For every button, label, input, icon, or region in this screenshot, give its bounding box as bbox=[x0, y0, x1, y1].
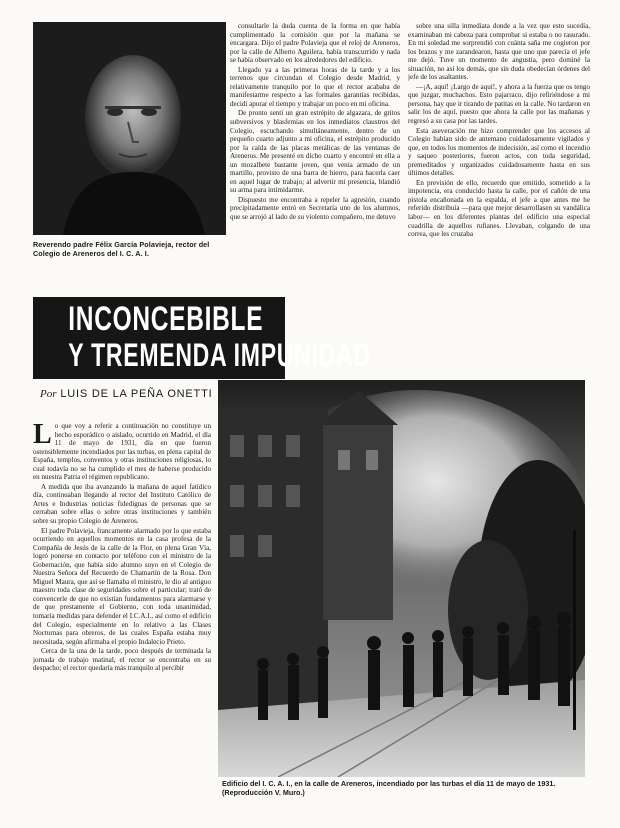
headline-line-2: Y TREMENDA IMPUNIDAD bbox=[68, 337, 371, 373]
photo-caption: Edificio del I. C. A. I., en la calle de Areneros, incendiado por las turbas el día 11 de mayo de 1931. (Reproducción V. Muro.) bbox=[222, 779, 556, 797]
burning-building-photo bbox=[218, 380, 585, 777]
paragraph: De pronto sentí un gran estrépito de algazara, de gritos subversivos y blasfemias en los inmediatos claustros del Colegio, escuchando simultáneamente, dentro de un pequeño cuarto adjunto a mi oficina, el estrépito producido por la caída de las placas metálicas de las ventanas de Areneros. Me presenté en dicho cuarto y encontré en ella a un mozalbete bastante joven, que venía armado de un martillo, provisto de una barra de hierro, para hacerla caer en aquel lugar de trabajo; al advertir mi presencia, blandió su arma para intimidarme. bbox=[230, 109, 400, 195]
byline-prefix: Por bbox=[40, 388, 57, 400]
portrait-photo bbox=[33, 22, 226, 235]
article-column-right bbox=[408, 22, 590, 357]
paragraph: En previsión de ello, recuerdo que emitido, sometido a la impotencia, era conducido hasta la calle, por el cañón de una pistola encañonada en la espalda, el jefe a que antes me he referido distribuía —para que mejor desarrollasen su vandálica labor— en los diferentes plantas del edificio una especial cuadrilla de aquellos rufianes. Llevaban, colgando de una correa, que les cruzaba bbox=[408, 178, 590, 239]
byline-author: LUIS DE LA PEÑA ONETTI bbox=[60, 388, 213, 400]
lead-text: o que voy a referir a continuación no constituye un hecho esporádico o aislado, ocurrido en Madrid, el día 11 de mayo de 1931, día en que fueron ostensiblemente incendiados por las turbas, en plena capital de España, templos, conventos y otras instituciones religiosas, lo cual todavía no se ha cumplido el mes de haberse producido en nuestra Patria el régimen republicano. bbox=[33, 422, 211, 482]
article-column-middle bbox=[230, 22, 400, 297]
paragraph: El padre Polavieja, francamente alarmado por lo que estaba ocurriendo en aquellos momentos en la casa profesa de la Compañía de Jesús de la calle de la Flor, en plena Gran Vía, logró ponerse en contacto por teléfono con el ministro de la Gobernación, que había sido alumno suyo en el Colegio de Nuestra Señora del Recuerdo de Chamartín de la Rosa. Don Miguel Maura, que así se llamaba el ministro, le dio al antiguo maestro toda clase de seguridades sobre el particular; trató de convencerle de que no existían fundamentos para alarmarse y de que prestamente el Gobierno, con toda unanimidad, tomaría medidas para defender el I.C.A.I., así como el edificio del Colegio, especialmente en lo relativo a las Clases Nocturnas para obreros, de las cuales España estaba muy necesitada, según afirmaba el propio Indalecio Prieto. bbox=[33, 526, 211, 646]
paragraph: Esta aseveración me hizo comprender que los accesos al Colegio habían sido de antemano cuidadosamente vigilados y que, en todos los momentos de indecisión, así como el incendio y saqueo posteriores, fueron actos, con toda seguridad, premeditados y organizados cuidadosamente hasta en sus últimos detalles. bbox=[408, 126, 590, 178]
burning-building-image bbox=[218, 380, 585, 777]
portrait-caption: Reverendo padre Félix García Polavieja, rector del Colegio de Areneros del I. C. A. I. bbox=[33, 240, 210, 258]
paragraph: sobre una silla inmediata donde a la vez que esto sucedía, examinaban mi cabeza para comprobar si estaba o no rasurado. En mi soledad me sorprendió con cuánta saña me cogieron por los brazos y me zarandearon, hasta que uno que parecía el jefe me dejó. Tuve un momento de angustia, pero dominé la situación, no así los demás, que sin duda obedecían órdenes del jefe de los asaltantes. bbox=[408, 22, 590, 82]
headline-line-1: INCONCEBIBLE bbox=[68, 300, 264, 338]
paragraph: Dispuesto me encontraba a repeler la agresión, cuando precipitadamente entró en Secretaría uno de los alumnos, que se arrojó al lado de su violento compañero, me detuvo bbox=[230, 195, 400, 222]
lead-paragraph bbox=[33, 422, 211, 482]
paragraph: Llegado ya a las primeras horas de la tarde y a los terrenos que circundan el Colegio desde Madrid, y relativamente tranquilo por lo que el rector acababa de manifestarme respecto a las formales garantías recibidas, decidí apurar el tiempo y trabajar un poco en mi oficina. bbox=[230, 65, 400, 108]
paragraph: Cerca de la una de la tarde, poco después de terminada la jornada de trabajo matinal, el rector se encontraba en su despacho; el rector quedaría más tranquilo al percibir bbox=[33, 647, 211, 673]
paragraph: consultarle la duda cuenta de la forma en que había cumplimentado la comisión que por la mañana se encargara. Dijo el padre Polavieja que el reloj de Areneros, por la calle de Alberto Aguilera, había transcurrido y nada se había observado en los alrededores del edificio. bbox=[230, 22, 400, 65]
paragraph: A medida que iba avanzando la mañana de aquel fatídico día, continuaban llegando al rector del Instituto Católico de Artes e Industrias noticias fidedignas de personas que se cerraban sobre ellas o sobre otras instituciones y también sobre su propio Colegio de Areneros. bbox=[33, 482, 211, 526]
article-column-left bbox=[33, 422, 211, 822]
paragraph: —¡A, aquí! ¡Largo de aquí!, y ahora a la fuerza que os tengo que juzgar, muchachos. Esto pajarraco, dijo refiriéndose a mi persona, hay que ir tirando de patitas en la calle. No tardaron en salir los de aquí, puesto que ahora la calle por las mañanas y regresó a su casa por las tardes. bbox=[408, 82, 590, 126]
drop-cap: L bbox=[33, 422, 52, 450]
portrait-image bbox=[33, 22, 226, 235]
headline bbox=[33, 297, 371, 379]
byline bbox=[40, 388, 240, 400]
